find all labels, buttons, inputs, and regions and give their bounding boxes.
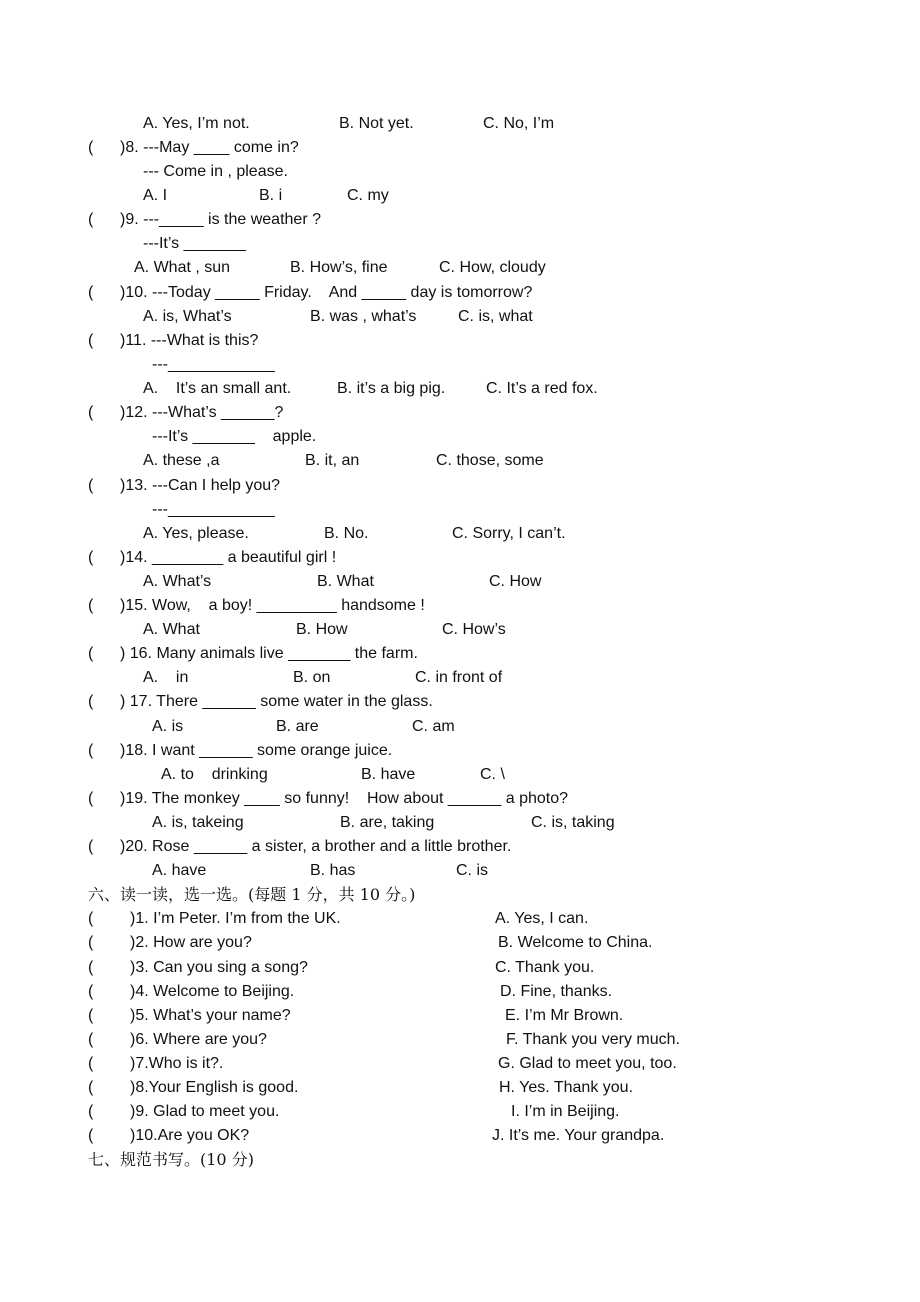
q13-option-a: A. Yes, please. (143, 525, 249, 542)
s6-item4-answer: D. Fine, thanks. (500, 983, 613, 1000)
s6-item3-paren: ( (88, 959, 94, 976)
s6-item8-answer: H. Yes. Thank you. (499, 1079, 634, 1096)
q13-option-c: C. Sorry, I can’t. (452, 525, 566, 542)
q10-option-b: B. was , what’s (310, 308, 417, 325)
s6-item3-question: )3. Can you sing a song? (130, 959, 308, 976)
q11-option-c: C. It’s a red fox. (486, 380, 598, 397)
q16-option-b: B. on (293, 669, 331, 686)
s6-item1-answer: A. Yes, I can. (495, 910, 589, 927)
s6-item5-answer: E. I’m Mr Brown. (505, 1007, 624, 1024)
q20-paren: ( (88, 838, 94, 855)
q7-option-a: A. Yes, I’m not. (143, 115, 250, 132)
q19-option-a: A. is, takeing (152, 814, 244, 831)
q18-paren: ( (88, 742, 94, 759)
section6-heading: 六、读一读，选一选。(每题 1 分，共 10 分。) (88, 885, 416, 904)
q19-option-c: C. is, taking (531, 814, 615, 831)
q19-option-b: B. are, taking (340, 814, 435, 831)
q8-option-a: A. I (143, 187, 168, 204)
s6-item10-paren: ( (88, 1127, 94, 1144)
q9-paren: ( (88, 211, 94, 228)
q15-stem: )15. Wow, a boy! _________ handsome ! (120, 597, 425, 614)
q16-option-c: C. in front of (415, 669, 503, 686)
q20-option-b: B. has (310, 862, 356, 879)
q9-option-b: B. How’s, fine (290, 259, 388, 276)
q8-paren: ( (88, 139, 94, 156)
q17-paren: ( (88, 693, 94, 710)
s6-item7-question: )7.Who is it?. (130, 1055, 224, 1072)
q14-option-a: A. What’s (143, 573, 212, 590)
s6-item9-answer: I. I’m in Beijing. (511, 1103, 620, 1120)
q16-stem: ) 16. Many animals live _______ the farm. (120, 645, 418, 662)
s6-item8-paren: ( (88, 1079, 94, 1096)
q16-option-a: A. in (143, 669, 189, 686)
s6-item8-question: )8.Your English is good. (130, 1079, 299, 1096)
s6-item6-answer: F. Thank you very much. (506, 1031, 680, 1048)
s6-item5-question: )5. What’s your name? (130, 1007, 291, 1024)
s6-item10-answer: J. It’s me. Your grandpa. (492, 1127, 665, 1144)
q20-option-c: C. is (456, 862, 488, 879)
q11-option-a: A. It’s an small ant. (143, 380, 292, 397)
q9-line2: ---It’s _______ (143, 235, 246, 252)
s6-item1-question: )1. I’m Peter. I’m from the UK. (130, 910, 341, 927)
q17-option-c: C. am (412, 718, 455, 735)
section7-heading: 七、规范书写。(10 分) (88, 1150, 254, 1169)
s6-item6-paren: ( (88, 1031, 94, 1048)
q18-option-b: B. have (361, 766, 416, 783)
q11-line2: ---____________ (152, 356, 275, 373)
q9-option-c: C. How, cloudy (439, 259, 546, 276)
q13-paren: ( (88, 477, 94, 494)
q10-option-c: C. is, what (458, 308, 533, 325)
s6-item5-paren: ( (88, 1007, 94, 1024)
q18-option-c: C. \ (480, 766, 505, 783)
q9-stem: )9. ---_____ is the weather ? (120, 211, 321, 228)
q10-stem: )10. ---Today _____ Friday. And _____ day is tomorrow? (120, 284, 533, 301)
q8-stem: )8. ---May ____ come in? (120, 139, 299, 156)
q20-stem: )20. Rose ______ a sister, a brother and a little brother. (120, 838, 512, 855)
q7-option-b: B. Not yet. (339, 115, 414, 132)
s6-item10-question: )10.Are you OK? (130, 1127, 250, 1144)
s6-item2-paren: ( (88, 934, 94, 951)
q11-paren: ( (88, 332, 94, 349)
q12-stem: )12. ---What’s ______? (120, 404, 284, 421)
s6-item2-question: )2. How are you? (130, 934, 252, 951)
q15-option-a: A. What (143, 621, 200, 638)
q8-line2: --- Come in , please. (143, 163, 288, 180)
q10-paren: ( (88, 284, 94, 301)
q9-option-a: A. What , sun (134, 259, 231, 276)
q12-paren: ( (88, 404, 94, 421)
q15-option-c: C. How’s (442, 621, 506, 638)
s6-item7-paren: ( (88, 1055, 94, 1072)
q10-option-a: A. is, What’s (143, 308, 232, 325)
s6-item1-paren: ( (88, 910, 94, 927)
s6-item4-paren: ( (88, 983, 94, 1000)
q7-option-c: C. No, I’m (483, 115, 555, 132)
q14-paren: ( (88, 549, 94, 566)
s6-item4-question: )4. Welcome to Beijing. (130, 983, 295, 1000)
q19-paren: ( (88, 790, 94, 807)
q14-stem: )14. ________ a beautiful girl ! (120, 549, 337, 566)
q15-paren: ( (88, 597, 94, 614)
q11-option-b: B. it’s a big pig. (337, 380, 446, 397)
q19-stem: )19. The monkey ____ so funny! How about ______ a photo? (120, 790, 569, 807)
q12-option-a: A. these ,a (143, 452, 220, 469)
q12-line2: ---It’s _______ apple. (152, 428, 317, 445)
s6-item9-paren: ( (88, 1103, 94, 1120)
q11-stem: )11. ---What is this? (120, 332, 259, 349)
q14-option-b: B. What (317, 573, 374, 590)
s6-item3-answer: C. Thank you. (495, 959, 595, 976)
s6-item6-question: )6. Where are you? (130, 1031, 267, 1048)
q17-stem: ) 17. There ______ some water in the glass. (120, 693, 433, 710)
q17-option-a: A. is (152, 718, 184, 735)
q13-line2: ---____________ (152, 501, 275, 518)
q15-option-b: B. How (296, 621, 348, 638)
q17-option-b: B. are (276, 718, 319, 735)
s6-item9-question: )9. Glad to meet you. (130, 1103, 280, 1120)
q12-option-b: B. it, an (305, 452, 360, 469)
q18-stem: )18. I want ______ some orange juice. (120, 742, 393, 759)
s6-item7-answer: G. Glad to meet you, too. (498, 1055, 677, 1072)
q20-option-a: A. have (152, 862, 207, 879)
q16-paren: ( (88, 645, 94, 662)
q8-option-c: C. my (347, 187, 389, 204)
q13-option-b: B. No. (324, 525, 369, 542)
s6-item2-answer: B. Welcome to China. (498, 934, 653, 951)
q14-option-c: C. How (489, 573, 542, 590)
q12-option-c: C. those, some (436, 452, 544, 469)
q18-option-a: A. to drinking (161, 766, 268, 783)
q13-stem: )13. ---Can I help you? (120, 477, 281, 494)
q8-option-b: B. i (259, 187, 283, 204)
